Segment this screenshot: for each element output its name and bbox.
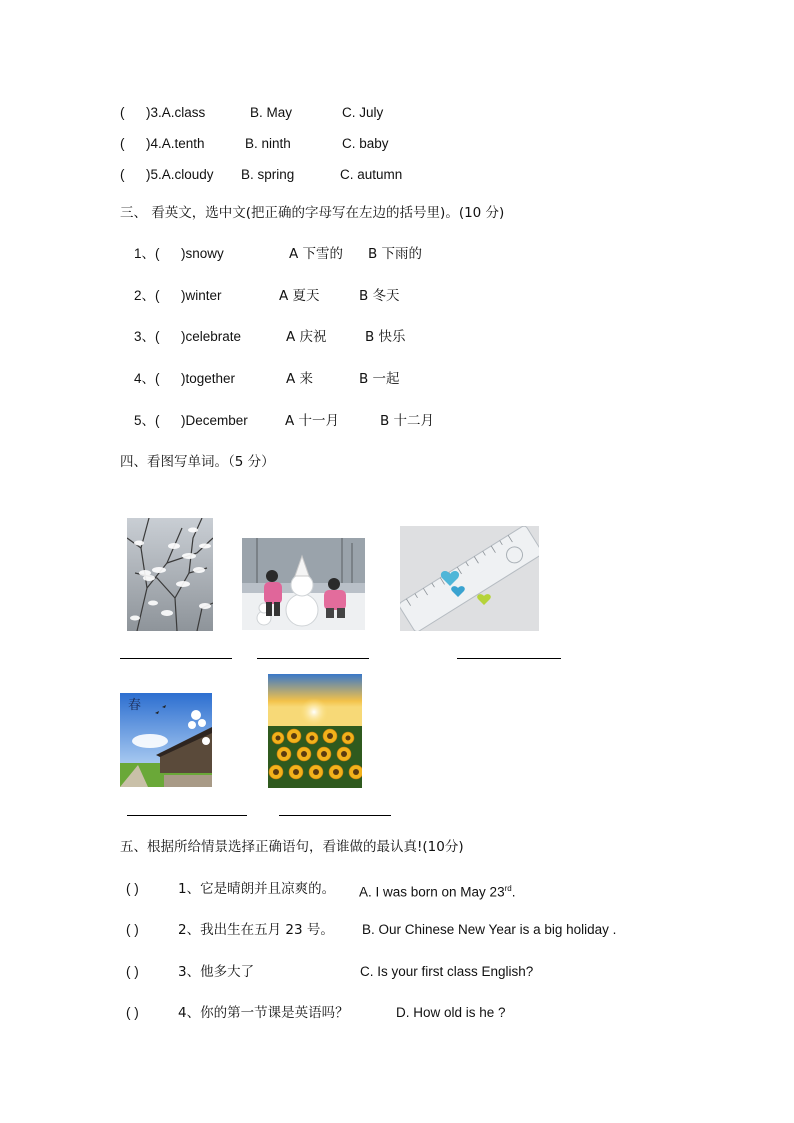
choice-a: A 十一月	[285, 413, 340, 429]
situation-text: 1、它是晴朗并且凉爽的。	[178, 881, 336, 897]
option-sentence: D. How old is he ?	[396, 1005, 506, 1020]
sunflower-picture	[268, 674, 362, 788]
snowman-picture	[242, 538, 365, 630]
option-sentence	[359, 880, 515, 902]
section3-title: 三、 看英文，选中文(把正确的字母写在左边的括号里)。(10 分)	[120, 205, 505, 221]
answer-paren[interactable]: (	[120, 105, 125, 120]
option-c: C. July	[342, 105, 384, 120]
spring-character: 春	[128, 698, 142, 713]
choice-b: B 十二月	[380, 413, 435, 429]
item-word: )December	[181, 413, 248, 428]
option-sentence: B. Our Chinese New Year is a big holiday .	[362, 922, 617, 937]
item-word: )snowy	[181, 246, 224, 261]
choice-b: B 快乐	[365, 329, 406, 345]
option-c: C. baby	[342, 136, 389, 151]
item-word: )winter	[181, 288, 222, 303]
answer-paren[interactable]: (	[120, 136, 125, 151]
snowy-branches-picture	[127, 518, 213, 631]
choice-b: B 冬天	[359, 288, 400, 304]
choice-b: B 下雨的	[368, 246, 423, 262]
option-b: B. May	[250, 105, 293, 120]
situation-text: 3、他多大了	[178, 964, 255, 980]
situation-text: 2、我出生在五月 23 号。	[178, 922, 334, 938]
option-tail: .	[511, 884, 516, 900]
answer-line-1[interactable]	[120, 658, 232, 659]
answer-paren[interactable]: ( )	[126, 922, 139, 937]
answer-line-5[interactable]	[279, 815, 391, 816]
option-a: )3.A.class	[146, 105, 206, 120]
item-number[interactable]: 2、(	[134, 288, 160, 303]
item-word: )together	[181, 371, 236, 386]
option-sentence: C. Is your first class English?	[360, 964, 534, 979]
answer-line-2[interactable]	[257, 658, 369, 659]
situation-text: 4、你的第一节课是英语吗？	[178, 1005, 349, 1021]
answer-line-4[interactable]	[127, 815, 247, 816]
answer-paren[interactable]: (	[120, 167, 125, 182]
option-a: )5.A.cloudy	[146, 167, 214, 182]
section4-title: 四、看图写单词。（5 分）	[120, 454, 275, 470]
option-b: B. ninth	[245, 136, 291, 151]
option-c: C. autumn	[340, 167, 403, 182]
choice-a: A 下雪的	[289, 246, 344, 262]
item-number[interactable]: 5、(	[134, 413, 160, 428]
choice-a: A 夏天	[279, 288, 320, 304]
item-word: )celebrate	[181, 329, 242, 344]
item-number[interactable]: 3、(	[134, 329, 160, 344]
answer-paren[interactable]: ( )	[126, 1005, 139, 1020]
answer-line-3[interactable]	[457, 658, 561, 659]
option-b: B. spring	[241, 167, 295, 182]
option-text: A. I was born on May 23	[359, 884, 505, 900]
answer-paren[interactable]: ( )	[126, 881, 139, 896]
option-a: )4.A.tenth	[146, 136, 205, 151]
ruler-picture	[400, 526, 539, 631]
spring-picture	[120, 693, 212, 787]
section5-title: 五、根据所给情景选择正确语句，看谁做的最认真!(10分)	[120, 839, 464, 855]
choice-a: A 来	[286, 371, 314, 387]
choice-b: B 一起	[359, 371, 400, 387]
item-number[interactable]: 4、(	[134, 371, 160, 386]
choice-a: A 庆祝	[286, 329, 327, 345]
ordinal-suffix: rd	[504, 884, 512, 893]
item-number[interactable]: 1、(	[134, 246, 160, 261]
answer-paren[interactable]: ( )	[126, 964, 139, 979]
